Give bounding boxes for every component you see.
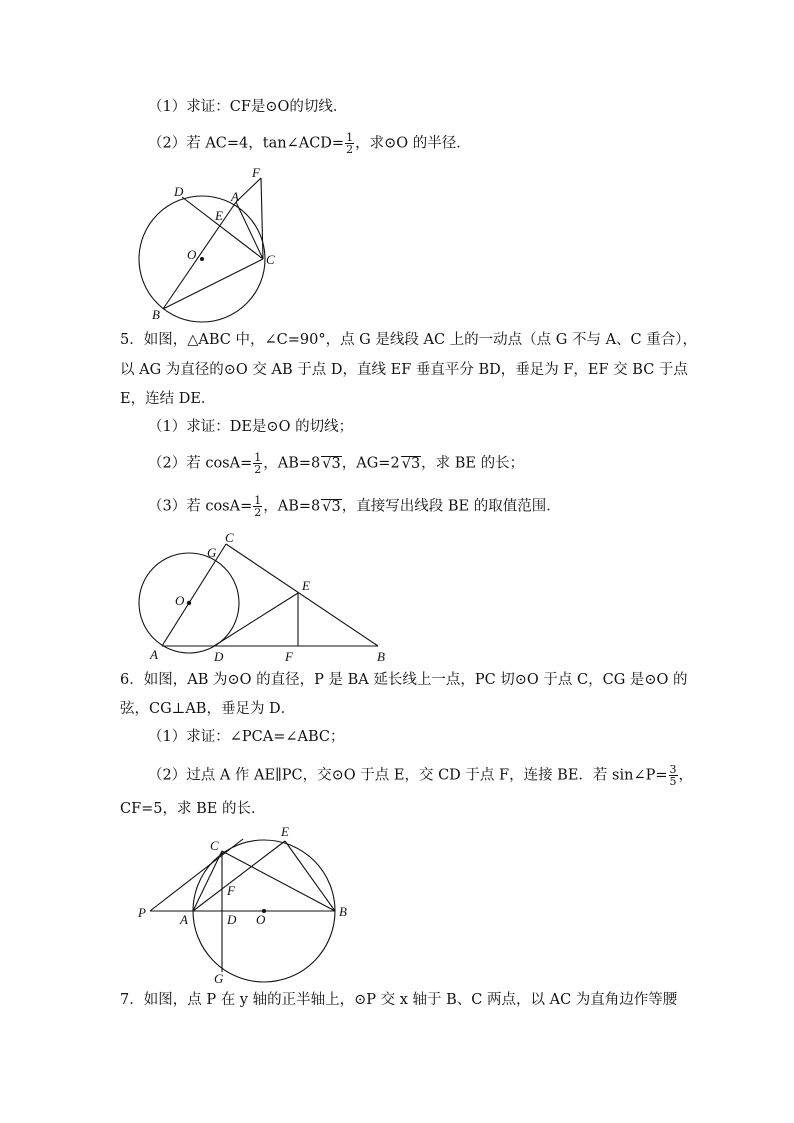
q5-label-g: G [207, 545, 217, 560]
q6-label-c: C [210, 838, 219, 853]
q5-part3-suffix: ，直接写出线段 BE 的取值范围． [341, 498, 561, 515]
q6-part2-suffix: ， [678, 767, 694, 784]
q6-line-cf: CF=5，求 BE 的长． [120, 801, 266, 817]
q4-label-c: C [266, 252, 275, 267]
q5-part3-prefix: （3）若 cosA= [148, 498, 253, 515]
q5-line1: 5．如图，△ABC 中，∠C=90°，点 G 是线段 AC 上的一动点（点 G 不与 A、C 重合）， [120, 332, 697, 348]
q5-part2-mid: ，AB=8 [263, 455, 321, 472]
q4-label-f: F [252, 165, 260, 180]
q6-line-eb [285, 841, 335, 911]
q5-label-b: B [377, 649, 385, 664]
q4-part2-suffix: ，求⊙O 的半径． [355, 135, 471, 152]
q6-line-ac [193, 851, 222, 911]
q5-label-e: E [302, 578, 310, 593]
q5-part1: （1）求证：DE是⊙O 的切线； [148, 419, 354, 435]
q5-part2-den: 2 [254, 463, 262, 476]
q4-part2-prefix: （2）若 AC=4，tan∠ACD= [148, 135, 345, 152]
q6-line1: 6．如图，AB 为⊙O 的直径，P 是 BA 延长线上一点，PC 切⊙O 于点 C，CG 是⊙O 的 [120, 672, 688, 688]
q5-line2: 以 AG 为直径的⊙O 交 AB 于点 D，直线 EF 垂直平分 BD，垂足为 F，EF 交 BC 于点 [120, 362, 688, 378]
q6-part1: （1）求证：∠PCA=∠ABC； [148, 729, 345, 745]
q4-fraction-num: 1 [346, 131, 354, 144]
q5-part2-sqrt2-value: 3 [410, 455, 421, 472]
q6-label-p: P [138, 905, 146, 920]
q7-line1: 7．如图，点 P 在 y 轴的正半轴上，⊙P 交 x 轴于 B、C 两点，以 AC 为直角边作等腰 [120, 992, 678, 1008]
q5-label-d: D [214, 649, 224, 664]
q6-label-g: G [214, 971, 224, 986]
q5-part2-sqrt1: √3 [322, 455, 341, 472]
q4-label-d: D [174, 184, 184, 199]
q6-label-o: O [256, 912, 266, 927]
q6-label-a: A [180, 912, 188, 927]
q4-label-o: O [187, 247, 197, 262]
q5-label-f: F [285, 649, 293, 664]
q5-label-o: O [175, 593, 185, 608]
q5-label-c: C [225, 530, 234, 545]
q6-label-e: E [281, 824, 289, 839]
q5-label-a: A [150, 647, 158, 662]
q5-part2-sqrt2: √3 [401, 455, 421, 472]
q4-fraction-den: 2 [346, 143, 354, 156]
q6-fraction-num: 3 [669, 763, 677, 776]
q6-label-b: B [339, 904, 347, 919]
q6-line-cb [222, 851, 335, 911]
q6-label-d: D [227, 912, 237, 927]
q5-part3-den: 2 [254, 506, 262, 519]
q5-part3-sqrt: √3 [322, 498, 341, 515]
q5-part2-num: 1 [254, 451, 262, 464]
q6-fraction-den: 5 [669, 775, 677, 788]
q5-part3-sqrt-value: 3 [331, 498, 341, 515]
q6-label-f: F [227, 883, 235, 898]
q5-part2-suffix: ，求 BE 的长； [421, 455, 525, 472]
q4-label-b: B [152, 307, 160, 322]
q5-part2-sqrt1-value: 3 [331, 455, 341, 472]
q4-part1: （1）求证：CF是⊙O的切线． [148, 99, 348, 115]
q5-line3: E，连结 DE． [120, 391, 216, 407]
q5-part2-mid2: ，AG=2 [341, 455, 400, 472]
q4-label-a: A [231, 189, 239, 204]
q5-part3-num: 1 [254, 494, 262, 507]
q6-line2: 弦，CG⊥AB，垂足为 D． [120, 701, 296, 717]
q6-part2-prefix: （2）过点 A 作 AE∥PC，交⊙O 于点 E，交 CD 于点 F，连接 BE．若 sin∠P= [148, 767, 668, 784]
q4-label-e: E [215, 208, 223, 223]
q6-line-ae [193, 841, 285, 911]
q6-line-pc [150, 839, 243, 911]
q5-part3-mid: ，AB=8 [263, 498, 321, 515]
q5-part2-prefix: （2）若 cosA= [148, 455, 253, 472]
